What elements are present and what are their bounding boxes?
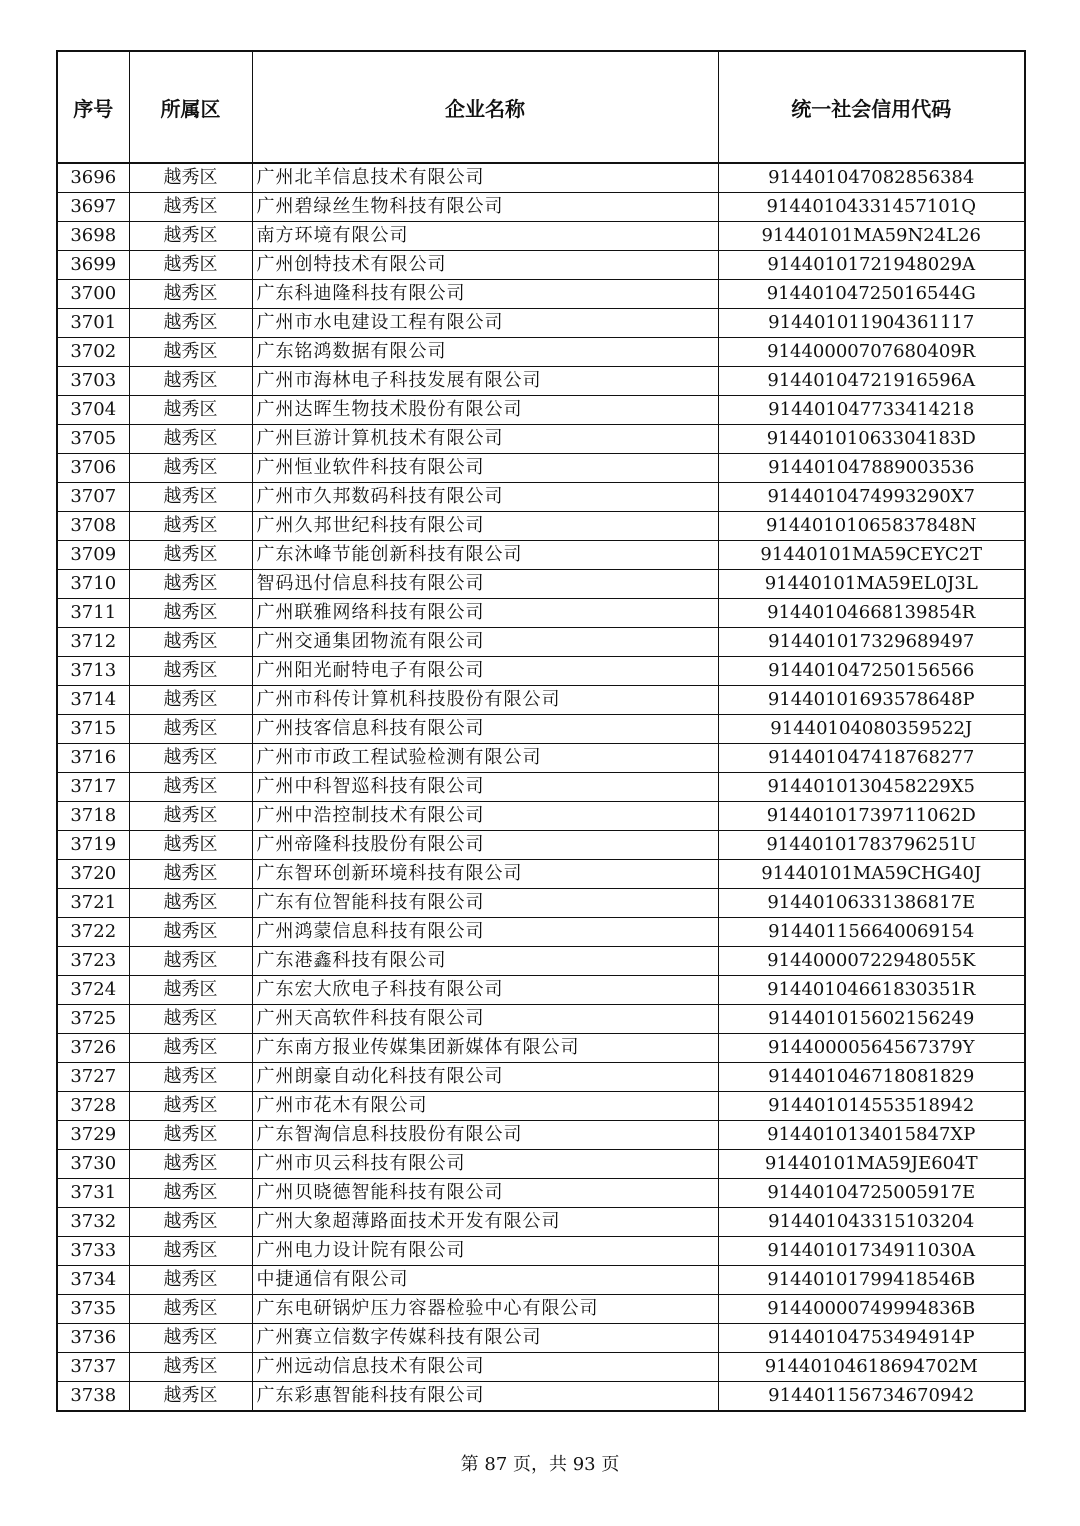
cell-district: 越秀区	[129, 686, 252, 715]
table-row	[57, 454, 1025, 483]
header-seq: 序号	[57, 51, 129, 163]
cell-seq: 3708	[57, 512, 129, 541]
cell-seq: 3713	[57, 657, 129, 686]
table-row	[57, 396, 1025, 425]
cell-district: 越秀区	[129, 628, 252, 657]
cell-code: 91440101799418546B	[718, 1266, 1025, 1295]
cell-company: 广州巨游计算机技术有限公司	[252, 425, 718, 454]
cell-code: 91440101739711062D	[718, 802, 1025, 831]
cell-district: 越秀区	[129, 1295, 252, 1324]
table-row	[57, 1092, 1025, 1121]
table-row	[57, 483, 1025, 512]
cell-code: 914401047889003536	[718, 454, 1025, 483]
cell-seq: 3716	[57, 744, 129, 773]
cell-company: 广州贝晓德智能科技有限公司	[252, 1179, 718, 1208]
cell-company: 广州朗豪自动化科技有限公司	[252, 1063, 718, 1092]
cell-district: 越秀区	[129, 541, 252, 570]
table-row	[57, 338, 1025, 367]
cell-code: 914401047733414218	[718, 396, 1025, 425]
cell-code: 91440101MA59CHG40J	[718, 860, 1025, 889]
table-row	[57, 1121, 1025, 1150]
table-row	[57, 715, 1025, 744]
cell-company: 广州市海林电子科技发展有限公司	[252, 367, 718, 396]
cell-code: 9144010474993290X7	[718, 483, 1025, 512]
cell-seq: 3730	[57, 1150, 129, 1179]
cell-district: 越秀区	[129, 454, 252, 483]
cell-seq: 3722	[57, 918, 129, 947]
cell-code: 91440106331386817E	[718, 889, 1025, 918]
cell-seq: 3706	[57, 454, 129, 483]
cell-seq: 3731	[57, 1179, 129, 1208]
cell-code: 914401014553518942	[718, 1092, 1025, 1121]
cell-district: 越秀区	[129, 1208, 252, 1237]
cell-seq: 3728	[57, 1092, 129, 1121]
cell-code: 91440101783796251U	[718, 831, 1025, 860]
cell-district: 越秀区	[129, 338, 252, 367]
cell-district: 越秀区	[129, 1034, 252, 1063]
cell-company: 广州久邦世纪科技有限公司	[252, 512, 718, 541]
cell-district: 越秀区	[129, 193, 252, 222]
cell-company: 广州市久邦数码科技有限公司	[252, 483, 718, 512]
cell-code: 91440104661830351R	[718, 976, 1025, 1005]
cell-district: 越秀区	[129, 947, 252, 976]
cell-company: 广州技客信息科技有限公司	[252, 715, 718, 744]
cell-seq: 3729	[57, 1121, 129, 1150]
cell-code: 9144010130458229X5	[718, 773, 1025, 802]
cell-code: 91440104725005917E	[718, 1179, 1025, 1208]
table-row	[57, 1382, 1025, 1412]
cell-code: 914401015602156249	[718, 1005, 1025, 1034]
cell-seq: 3697	[57, 193, 129, 222]
cell-district: 越秀区	[129, 715, 252, 744]
cell-company: 广州市科传计算机科技股份有限公司	[252, 686, 718, 715]
cell-code: 91440104080359522J	[718, 715, 1025, 744]
cell-company: 广州远动信息技术有限公司	[252, 1353, 718, 1382]
cell-company: 广州天高软件科技有限公司	[252, 1005, 718, 1034]
page-footer: 第 87 页，共 93 页	[460, 1454, 620, 1475]
table-row	[57, 1208, 1025, 1237]
cell-code: 91440104753494914P	[718, 1324, 1025, 1353]
cell-company: 广州碧绿丝生物科技有限公司	[252, 193, 718, 222]
cell-code: 91440101734911030A	[718, 1237, 1025, 1266]
cell-company: 广东智淘信息科技股份有限公司	[252, 1121, 718, 1150]
cell-code: 91440104721916596A	[718, 367, 1025, 396]
cell-company: 广州帝隆科技股份有限公司	[252, 831, 718, 860]
cell-code: 914401017329689497	[718, 628, 1025, 657]
table-row	[57, 570, 1025, 599]
cell-district: 越秀区	[129, 251, 252, 280]
cell-code: 9144010134015847XP	[718, 1121, 1025, 1150]
table-row	[57, 1150, 1025, 1179]
table-row	[57, 309, 1025, 338]
cell-seq: 3707	[57, 483, 129, 512]
table-row	[57, 1034, 1025, 1063]
cell-code: 91440104618694702M	[718, 1353, 1025, 1382]
cell-code: 91440101721948029A	[718, 251, 1025, 280]
cell-seq: 3726	[57, 1034, 129, 1063]
table-row	[57, 541, 1025, 570]
cell-code: 914401156734670942	[718, 1382, 1025, 1412]
cell-code: 914401156640069154	[718, 918, 1025, 947]
table-row	[57, 860, 1025, 889]
cell-code: 91440101MA59CEYC2T	[718, 541, 1025, 570]
table-row	[57, 1324, 1025, 1353]
cell-seq: 3696	[57, 163, 129, 193]
cell-code: 91440104668139854R	[718, 599, 1025, 628]
cell-code: 91440101063304183D	[718, 425, 1025, 454]
cell-company: 广州市市政工程试验检测有限公司	[252, 744, 718, 773]
cell-seq: 3699	[57, 251, 129, 280]
table-row	[57, 686, 1025, 715]
cell-district: 越秀区	[129, 1150, 252, 1179]
header-company: 企业名称	[252, 51, 718, 163]
table-row	[57, 802, 1025, 831]
table-body	[57, 163, 1025, 1411]
cell-code: 91440101MA59EL0J3L	[718, 570, 1025, 599]
cell-district: 越秀区	[129, 1237, 252, 1266]
cell-district: 越秀区	[129, 1382, 252, 1412]
header-code: 统一社会信用代码	[718, 51, 1025, 163]
table-header-row	[57, 51, 1025, 163]
table-row	[57, 251, 1025, 280]
cell-seq: 3703	[57, 367, 129, 396]
cell-company: 广州交通集团物流有限公司	[252, 628, 718, 657]
cell-seq: 3738	[57, 1382, 129, 1412]
cell-seq: 3715	[57, 715, 129, 744]
cell-district: 越秀区	[129, 1092, 252, 1121]
cell-seq: 3721	[57, 889, 129, 918]
cell-company: 广州中科智巡科技有限公司	[252, 773, 718, 802]
cell-district: 越秀区	[129, 425, 252, 454]
cell-seq: 3705	[57, 425, 129, 454]
cell-company: 广东沐峰节能创新科技有限公司	[252, 541, 718, 570]
cell-district: 越秀区	[129, 773, 252, 802]
cell-seq: 3719	[57, 831, 129, 860]
table-row	[57, 280, 1025, 309]
cell-seq: 3725	[57, 1005, 129, 1034]
table-row	[57, 1266, 1025, 1295]
cell-district: 越秀区	[129, 396, 252, 425]
cell-district: 越秀区	[129, 889, 252, 918]
cell-code: 91440101065837848N	[718, 512, 1025, 541]
table-row	[57, 1295, 1025, 1324]
cell-seq: 3704	[57, 396, 129, 425]
cell-company: 广州创特技术有限公司	[252, 251, 718, 280]
cell-district: 越秀区	[129, 280, 252, 309]
company-table-container	[56, 50, 1024, 1412]
cell-seq: 3724	[57, 976, 129, 1005]
cell-company: 广州恒业软件科技有限公司	[252, 454, 718, 483]
cell-seq: 3717	[57, 773, 129, 802]
cell-company: 广东电研锅炉压力容器检验中心有限公司	[252, 1295, 718, 1324]
cell-district: 越秀区	[129, 918, 252, 947]
cell-district: 越秀区	[129, 831, 252, 860]
table-row	[57, 193, 1025, 222]
cell-company: 广东智环创新环境科技有限公司	[252, 860, 718, 889]
cell-district: 越秀区	[129, 1005, 252, 1034]
company-table	[56, 50, 1026, 1412]
cell-company: 广东南方报业传媒集团新媒体有限公司	[252, 1034, 718, 1063]
cell-district: 越秀区	[129, 1063, 252, 1092]
cell-code: 914401011904361117	[718, 309, 1025, 338]
cell-company: 广州电力设计院有限公司	[252, 1237, 718, 1266]
cell-district: 越秀区	[129, 1324, 252, 1353]
cell-company: 广州市花木有限公司	[252, 1092, 718, 1121]
table-row	[57, 1237, 1025, 1266]
table-row	[57, 222, 1025, 251]
cell-seq: 3735	[57, 1295, 129, 1324]
table-row	[57, 1063, 1025, 1092]
cell-code: 91440101693578648P	[718, 686, 1025, 715]
cell-seq: 3712	[57, 628, 129, 657]
table-row	[57, 1179, 1025, 1208]
cell-district: 越秀区	[129, 744, 252, 773]
table-row	[57, 163, 1025, 193]
cell-code: 91440000564567379Y	[718, 1034, 1025, 1063]
cell-seq: 3723	[57, 947, 129, 976]
cell-company: 广东港鑫科技有限公司	[252, 947, 718, 976]
cell-seq: 3700	[57, 280, 129, 309]
cell-company: 广州赛立信数字传媒科技有限公司	[252, 1324, 718, 1353]
table-row	[57, 1005, 1025, 1034]
table-row	[57, 976, 1025, 1005]
cell-district: 越秀区	[129, 367, 252, 396]
cell-seq: 3737	[57, 1353, 129, 1382]
cell-company: 南方环境有限公司	[252, 222, 718, 251]
cell-district: 越秀区	[129, 570, 252, 599]
cell-code: 914401043315103204	[718, 1208, 1025, 1237]
cell-district: 越秀区	[129, 1121, 252, 1150]
cell-seq: 3733	[57, 1237, 129, 1266]
cell-code: 914401047082856384	[718, 163, 1025, 193]
cell-district: 越秀区	[129, 1353, 252, 1382]
table-row	[57, 744, 1025, 773]
table-row	[57, 599, 1025, 628]
cell-seq: 3709	[57, 541, 129, 570]
header-district: 所属区	[129, 51, 252, 163]
cell-seq: 3710	[57, 570, 129, 599]
cell-seq: 3736	[57, 1324, 129, 1353]
table-row	[57, 889, 1025, 918]
cell-seq: 3734	[57, 1266, 129, 1295]
cell-company: 智码迅付信息科技有限公司	[252, 570, 718, 599]
cell-seq: 3732	[57, 1208, 129, 1237]
cell-code: 91440000722948055K	[718, 947, 1025, 976]
cell-company: 广东科迪隆科技有限公司	[252, 280, 718, 309]
cell-district: 越秀区	[129, 976, 252, 1005]
cell-seq: 3698	[57, 222, 129, 251]
table-row	[57, 773, 1025, 802]
cell-district: 越秀区	[129, 657, 252, 686]
cell-code: 91440104725016544G	[718, 280, 1025, 309]
cell-company: 广东有位智能科技有限公司	[252, 889, 718, 918]
cell-company: 广东宏大欣电子科技有限公司	[252, 976, 718, 1005]
cell-company: 中捷通信有限公司	[252, 1266, 718, 1295]
table-row	[57, 1353, 1025, 1382]
cell-company: 广州北羊信息技术有限公司	[252, 163, 718, 193]
cell-code: 91440104331457101Q	[718, 193, 1025, 222]
cell-seq: 3720	[57, 860, 129, 889]
table-row	[57, 367, 1025, 396]
cell-company: 广东彩惠智能科技有限公司	[252, 1382, 718, 1412]
cell-district: 越秀区	[129, 1179, 252, 1208]
table-row	[57, 425, 1025, 454]
cell-district: 越秀区	[129, 222, 252, 251]
cell-district: 越秀区	[129, 512, 252, 541]
cell-company: 广州大象超薄路面技术开发有限公司	[252, 1208, 718, 1237]
table-row	[57, 657, 1025, 686]
cell-seq: 3701	[57, 309, 129, 338]
cell-company: 广州阳光耐特电子有限公司	[252, 657, 718, 686]
cell-company: 广州市水电建设工程有限公司	[252, 309, 718, 338]
cell-code: 91440101MA59JE604T	[718, 1150, 1025, 1179]
cell-district: 越秀区	[129, 860, 252, 889]
cell-company: 广州鸿蒙信息科技有限公司	[252, 918, 718, 947]
cell-seq: 3714	[57, 686, 129, 715]
table-row	[57, 512, 1025, 541]
cell-company: 广州市贝云科技有限公司	[252, 1150, 718, 1179]
cell-company: 广州中浩控制技术有限公司	[252, 802, 718, 831]
cell-district: 越秀区	[129, 1266, 252, 1295]
cell-district: 越秀区	[129, 163, 252, 193]
cell-district: 越秀区	[129, 309, 252, 338]
cell-district: 越秀区	[129, 802, 252, 831]
cell-district: 越秀区	[129, 599, 252, 628]
cell-code: 91440000749994836B	[718, 1295, 1025, 1324]
table-row	[57, 947, 1025, 976]
cell-seq: 3727	[57, 1063, 129, 1092]
cell-company: 广州达晖生物技术股份有限公司	[252, 396, 718, 425]
cell-code: 914401046718081829	[718, 1063, 1025, 1092]
table-row	[57, 628, 1025, 657]
table-row	[57, 918, 1025, 947]
cell-code: 914401047418768277	[718, 744, 1025, 773]
cell-code: 91440000707680409R	[718, 338, 1025, 367]
cell-seq: 3702	[57, 338, 129, 367]
cell-code: 914401047250156566	[718, 657, 1025, 686]
cell-district: 越秀区	[129, 483, 252, 512]
cell-seq: 3718	[57, 802, 129, 831]
cell-company: 广东铭鸿数据有限公司	[252, 338, 718, 367]
cell-company: 广州联雅网络科技有限公司	[252, 599, 718, 628]
table-row	[57, 831, 1025, 860]
cell-seq: 3711	[57, 599, 129, 628]
cell-code: 91440101MA59N24L26	[718, 222, 1025, 251]
